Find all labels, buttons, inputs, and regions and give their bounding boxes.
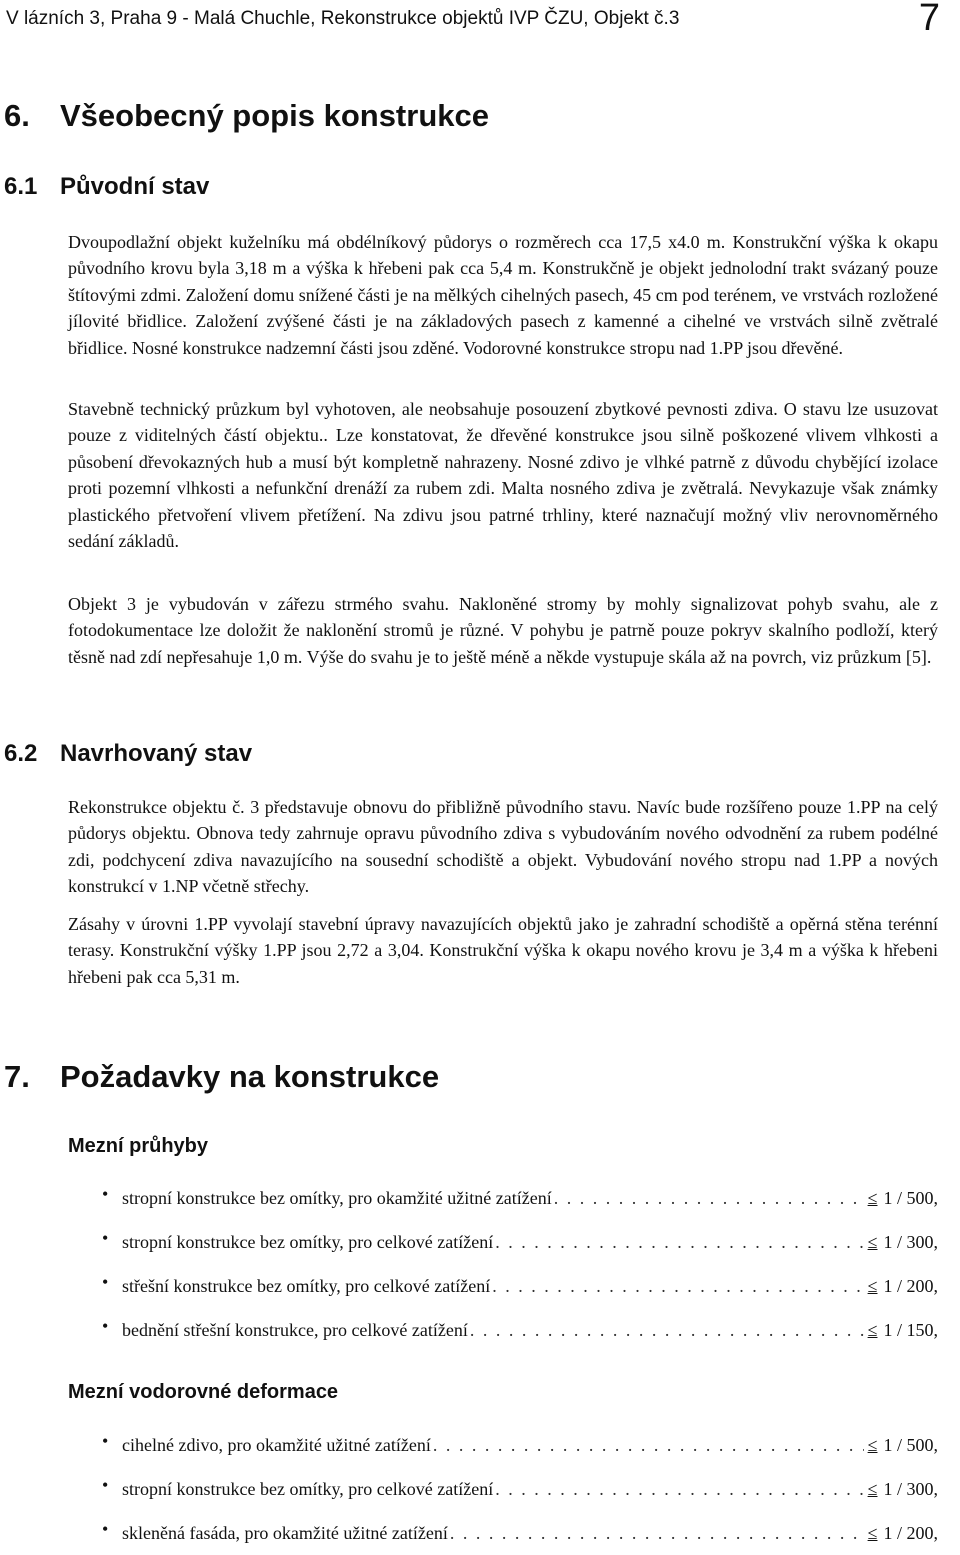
list-item xyxy=(68,1467,938,1511)
dot-leader xyxy=(492,1276,863,1297)
page-number: 7 xyxy=(918,0,940,39)
list-item xyxy=(68,1308,938,1352)
section-6-1-number: 6.1 xyxy=(4,173,38,200)
requirement-label: stropní konstrukce bez omítky, pro okamžité užitné zatížení xyxy=(122,1187,552,1208)
comparison-sign: ≤ xyxy=(867,1522,878,1543)
running-title: V lázních 3, Praha 9 - Malá Chuchle, Rekonstrukce objektů IVP ČZU, Objekt č.3 xyxy=(6,8,680,29)
list-item xyxy=(68,1264,938,1308)
section-7-title: Požadavky na konstrukce xyxy=(60,1059,440,1094)
section-6-1-heading xyxy=(4,172,209,202)
section-6-2-title: Navrhovaný stav xyxy=(60,740,253,767)
comparison-sign: ≤ xyxy=(867,1275,878,1296)
bullet-icon: • xyxy=(102,1228,109,1248)
requirement-value: 1 / 300, xyxy=(883,1478,938,1499)
paragraph: Dvoupodlažní objekt kuželníku má obdélníkový půdorys o rozměrech cca 17,5 x4.0 m. Konstrukční výška k okapu původního krovu byla 3,18 m a výška k hřebeni pak cca 5,4 m. Konstrukčně je objekt jednolodní trakt svázaný pouze štítovými zdmi. Založení domu snížené části je na mělkých cihelných pasech, 45 cm pod terénem, ve vrstvách rozložené jílovité břidlice. Založení zvýšené části je na základových pasech z kamenné a cihelné ve vrstvách silně zvětralé břidlice. Nosné konstrukce nadzemní části jsou zděné. Vodorovné konstrukce stropu nad 1.PP jsou dřevěné. xyxy=(68,232,938,358)
bullet-icon: • xyxy=(102,1184,109,1204)
requirement-value: 1 / 200, xyxy=(883,1275,938,1296)
bullet-icon: • xyxy=(102,1431,109,1451)
list-item xyxy=(68,1511,938,1555)
section-6-heading xyxy=(4,98,489,134)
section-6-title: Všeobecný popis konstrukce xyxy=(60,98,489,133)
requirement-label: stropní konstrukce bez omítky, pro celkové zatížení xyxy=(122,1478,494,1499)
requirement-label: skleněná fasáda, pro okamžité užitné zatížení xyxy=(122,1522,448,1543)
section-7-heading xyxy=(4,1059,439,1095)
paragraph: Stavebně technický průzkum byl vyhotoven, ale neobsahuje posouzení zbytkové pevnosti zdiva. O stavu lze usuzovat pouze z viditelných částí objektu.. Lze konstatovat, že dřevěné konstrukce jsou silně poškozené vlivem vlhkosti a působení dřevokazných hub a musí být kompletně nahrazeny. Nosné zdivo je vlhké patrně z důvodu chybějící izolace proti pozemní vlhkosti a nefunkční drenáží za rubem zdi. Malta nosného zdiva je zvětralá. Nevykazuje však známky plastického přetvoření vlivem přetížení. Na zdivu jsou patrné trhliny, které naznačují možný vliv nerovnoměrného sedání základů. xyxy=(68,399,938,552)
dot-leader xyxy=(495,1479,863,1500)
running-header xyxy=(6,0,940,39)
comparison-sign: ≤ xyxy=(867,1434,878,1455)
section-6-1-title: Původní stav xyxy=(60,173,210,200)
requirement-label: stropní konstrukce bez omítky, pro celkové zatížení xyxy=(122,1231,494,1252)
requirement-value: 1 / 150, xyxy=(883,1319,938,1340)
dot-leader xyxy=(554,1188,864,1209)
bullet-icon: • xyxy=(102,1272,109,1292)
dot-leader xyxy=(495,1232,863,1253)
dot-leader xyxy=(470,1320,864,1341)
paragraph: Rekonstrukce objektu č. 3 představuje obnovu do přibližně původního stavu. Navíc bude rozšířeno pouze 1.PP na celý půdorys objektu. Obnova tedy zahrnuje opravu původního zdiva s vybudováním nového odvodnění za rubem podélné zdi, podchycení zdiva navazujícího na sousední schodiště a objekt. Vybudování nového stropu nad 1.PP a nových konstrukcí v 1.NP včetně střechy. xyxy=(68,797,938,897)
comparison-sign: ≤ xyxy=(867,1478,878,1499)
bullet-icon: • xyxy=(102,1316,109,1336)
requirement-value: 1 / 200, xyxy=(883,1522,938,1543)
section-6-2-heading xyxy=(4,739,252,769)
dot-leader xyxy=(433,1435,864,1456)
requirement-label: cihelné zdivo, pro okamžité užitné zatížení xyxy=(122,1434,431,1455)
bullet-icon: • xyxy=(102,1475,109,1495)
deflection-limits-list xyxy=(68,1176,938,1352)
comparison-sign: ≤ xyxy=(867,1187,878,1208)
deflection-limits-heading: Mezní průhyby xyxy=(68,1135,209,1157)
bullet-icon: • xyxy=(102,1519,109,1539)
list-item xyxy=(68,1423,938,1467)
section-6-number: 6. xyxy=(4,98,30,133)
requirement-label: bednění střešní konstrukce, pro celkové zatížení xyxy=(122,1319,468,1340)
comparison-sign: ≤ xyxy=(867,1319,878,1340)
section-6-2-number: 6.2 xyxy=(4,740,38,767)
requirement-value: 1 / 300, xyxy=(883,1231,938,1252)
requirement-value: 1 / 500, xyxy=(883,1434,938,1455)
horizontal-deformation-limits-heading: Mezní vodorovné deformace xyxy=(68,1381,339,1403)
requirement-value: 1 / 500, xyxy=(883,1187,938,1208)
paragraph: Zásahy v úrovni 1.PP vyvolají stavební úpravy navazujících objektů jako je zahradní schodiště a opěrná stěna terénní terasy. Konstrukční výšky 1.PP jsou 2,72 a 3,04. Konstrukční výška k okapu nového krovu je 3,4 m a výška k hřebeni hřebeni pak cca 5,31 m. xyxy=(68,914,938,987)
section-7-number: 7. xyxy=(4,1059,30,1094)
requirement-label: střešní konstrukce bez omítky, pro celkové zatížení xyxy=(122,1275,491,1296)
horizontal-deformation-limits-list xyxy=(68,1423,938,1555)
list-item xyxy=(68,1176,938,1220)
dot-leader xyxy=(450,1523,864,1544)
list-item xyxy=(68,1220,938,1264)
paragraph: Objekt 3 je vybudován v zářezu strmého svahu. Nakloněné stromy by mohly signalizovat pohyb svahu, ale z fotodokumentace lze doložit že naklonění stromů je různé. V pohybu je patrně pouze pokryv skalního podloží, který těsně nad zdí nepřesahuje 1,0 m. Výše do svahu je to ještě méně a někde vystupuje skála až na povrch, viz průzkum [5]. xyxy=(68,594,938,667)
comparison-sign: ≤ xyxy=(867,1231,878,1252)
